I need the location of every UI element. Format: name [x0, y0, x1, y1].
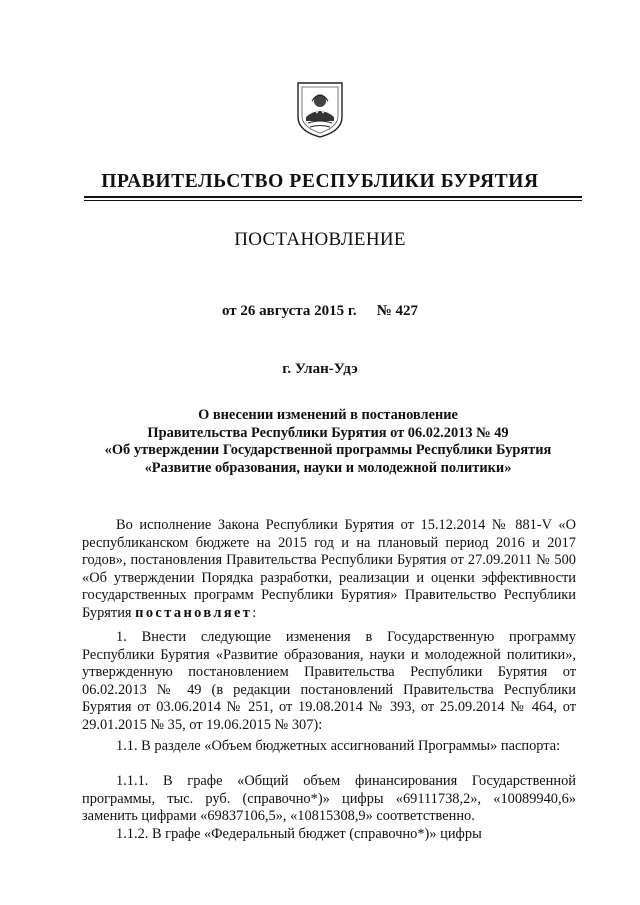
document-subject — [80, 407, 576, 477]
item-1-1-1-paragraph — [82, 773, 576, 826]
item-1-paragraph — [82, 629, 576, 735]
subject-line: О внесении изменений в постановление — [198, 407, 458, 423]
subject-line: «Развитие образования, науки и молодежной политики» — [144, 459, 512, 476]
item-1-1-1-text: 1.1.1. В графе «Общий объем финансирования Государственной программы, тыс. руб. (справочно*)» цифры «69111738,2», «10089940,6» заменить цифрами «69837106,5», «10815308,9» соответственно. — [82, 773, 576, 825]
header-rule-thin — [84, 200, 582, 201]
item-1-1-2-paragraph — [82, 826, 576, 844]
preamble-text: Во исполнение Закона Республики Бурятия от 15.12.2014 № 881-V «О республиканском бюджете на 2015 год и на плановый период 2016 и 2017 годов», постановления Правительства Республики Бурятия от 27.09.2011 № 500 «Об утверждении Порядка разработки, реализации и оценки эффективности государственных программ Республики Бурятия» Правительство Республики Бурятия — [82, 517, 576, 621]
date-number-line — [0, 303, 640, 320]
coat-of-arms-icon — [294, 77, 346, 139]
document-number: № 427 — [376, 303, 419, 319]
preamble-paragraph: Во исполнение Закона Республики Бурятия от 15.12.2014 № 881-V «О республиканском бюджете на 2015 год и на плановый период 2016 и 2017 годов», постановления Правительства Республики Бурятия от 27.09.2011 № 500 «Об утверждении Порядка разработки, реализации и оценки эффективности государственных программ Республики Бурятия» Правительство Республики Бурятия постановляет: — [82, 517, 576, 621]
subject-line: «Об утверждении Государственной программы Республики Бурятия — [104, 442, 552, 458]
item-1-1-paragraph — [82, 738, 576, 756]
item-1-1-2-text: 1.1.2. В графе «Федеральный бюджет (справочно*)» цифры — [116, 826, 482, 842]
decrees-word: постановляет — [135, 604, 253, 621]
document-type: ПОСТАНОВЛЕНИЕ — [234, 229, 406, 250]
item-1-text: 1. Внести следующие изменения в Государственную программу Республики Бурятия «Развитие образования, науки и молодежной политики», утвержденную постановлением Правительства Республики Бурятия от 06.02.2013 № 49 (в редакции постановлений Правительства Республики Бурятия от 03.06.2014 № 251, от 19.08.2014 № 393, от 25.09.2014 № 464, от 29.01.2015 № 35, от 19.06.2015 № 307): — [82, 629, 576, 733]
document-date: от 26 августа 2015 г. — [221, 303, 357, 319]
item-1-1-text: 1.1. В разделе «Объем бюджетных ассигнований Программы» паспорта: — [116, 738, 561, 754]
government-name: ПРАВИТЕЛЬСТВО РЕСПУБЛИКИ БУРЯТИЯ — [101, 171, 539, 192]
header-rule-thick — [84, 196, 582, 198]
city: г. Улан-Удэ — [282, 361, 358, 377]
subject-line: Правительства Республики Бурятия от 06.02.2013 № 49 — [147, 424, 509, 441]
